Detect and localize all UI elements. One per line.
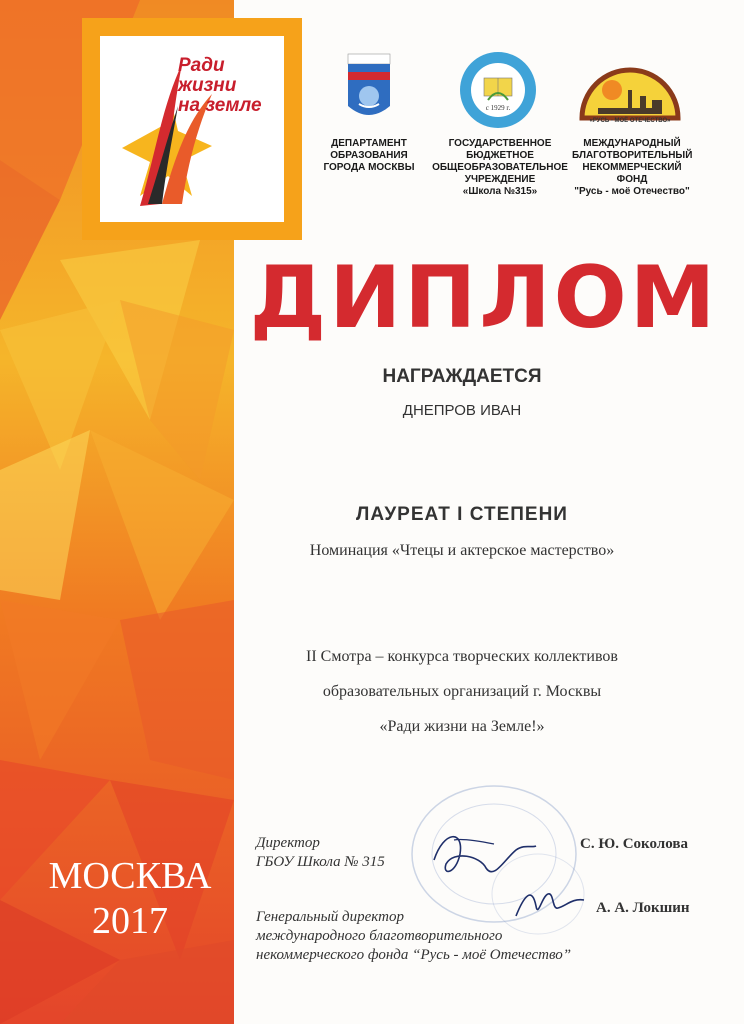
signatory-title-line: международного благотворительного (256, 928, 503, 944)
fund-rus-emblem (578, 56, 682, 128)
org-1-caption (314, 138, 424, 174)
year-label: 2017 (92, 900, 168, 942)
signatory-title-line: ГБОУ Школа № 315 (256, 854, 385, 870)
signatory-title-line: Директор (256, 835, 320, 851)
logo-text-line-1: Ради (178, 55, 225, 76)
org-2-line: ГОСУДАРСТВЕННОЕ (448, 138, 552, 149)
org-2-line: БЮДЖЕТНОЕ (466, 150, 534, 161)
org-3-line: НЕКОММЕРЧЕСКИЙ ФОНД (582, 162, 682, 185)
school-315-emblem (458, 50, 538, 130)
org-1-line: ДЕПАРТАМЕНТ (331, 138, 407, 149)
org-2-line: «Школа №315» (462, 186, 538, 197)
logo-text-line-2: жизни (178, 75, 237, 96)
org-2-caption (432, 138, 568, 198)
award-degree: ЛАУРЕАТ I СТЕПЕНИ (356, 504, 568, 525)
city-label: МОСКВА (48, 855, 212, 897)
signatory-1-name: С. Ю. Соколова (580, 836, 688, 852)
logo-text-line-3: на земле (178, 95, 262, 116)
contest-logo (100, 36, 284, 222)
signatory-1-title (256, 834, 385, 872)
moscow-education-emblem (344, 52, 394, 124)
org-3-caption (572, 138, 692, 198)
recipient-name: ДНЕПРОВ ИВАН (402, 402, 522, 419)
org-1-line: ГОРОДА МОСКВЫ (323, 162, 415, 173)
school-emblem-year: с 1929 г. (485, 104, 511, 112)
signatory-title-line: Генеральный директор (256, 909, 404, 925)
org-3-line: "Русь - моё Отечество" (574, 186, 690, 197)
handwritten-signature-2 (510, 876, 590, 926)
awarded-label: НАГРАЖДАЕТСЯ (382, 366, 542, 387)
nomination-text: Номинация «Чтецы и актерское мастерство» (309, 542, 615, 559)
contest-line-2: образовательных организаций г. Москвы (322, 683, 602, 700)
org-2-line: УЧРЕЖДЕНИЕ (464, 174, 536, 185)
org-2-line: ОБЩЕОБРАЗОВАТЕЛЬНОЕ (432, 162, 568, 173)
contest-line-1: II Смотра – конкурса творческих коллективов (306, 648, 618, 665)
contest-line-3: «Ради жизни на Земле!» (379, 718, 545, 735)
org-1-line: ОБРАЗОВАНИЯ (330, 150, 408, 161)
signatory-title-line: некоммерческого фонда “Русь - моё Отечество” (256, 947, 572, 963)
signatory-2-name: А. А. Локшин (596, 900, 690, 916)
fund-emblem-text: «РУСЬ - МОЁ ОТЕЧЕСТВО» (589, 118, 671, 124)
org-3-line: МЕЖДУНАРОДНЫЙ (583, 138, 681, 149)
org-3-line: БЛАГОТВОРИТЕЛЬНЫЙ (572, 150, 693, 161)
diploma-title: ДИПЛОМ (249, 248, 719, 348)
